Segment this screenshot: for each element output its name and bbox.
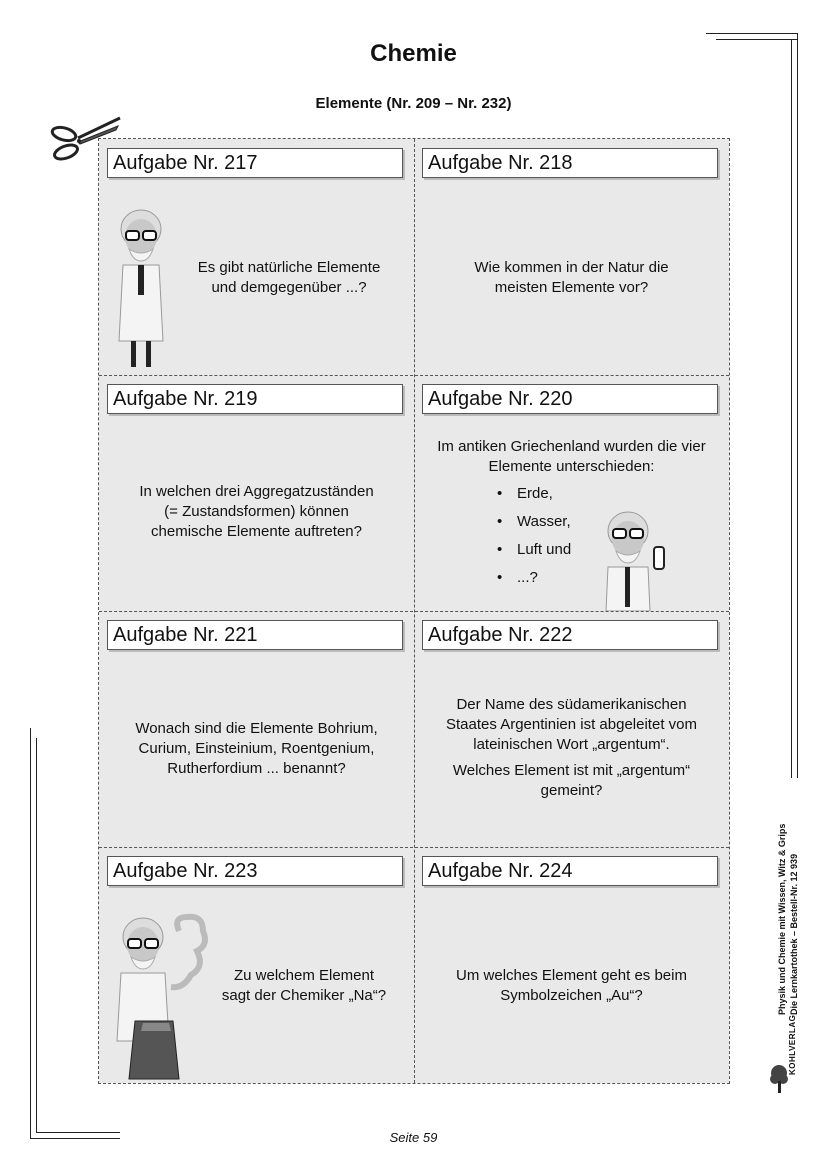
chemist-figure [600, 505, 670, 611]
question-line: Der Name des südamerikanischen [456, 696, 687, 713]
frame-bottom-left-v [30, 728, 31, 1138]
question-text [99, 719, 414, 779]
chemist-figure [113, 911, 213, 1081]
question-line: gemeint? [540, 782, 603, 799]
card-221 [99, 611, 414, 847]
card-label: Aufgabe Nr. 221 [107, 620, 403, 650]
question-line: Es gibt natürliche Elemente [197, 259, 381, 276]
frame-top-right-v [797, 33, 798, 778]
question-text [99, 482, 414, 542]
card-label: Aufgabe Nr. 217 [107, 148, 403, 178]
card-217 [99, 139, 414, 375]
page-title: Chemie [370, 40, 457, 67]
question-line: lateinischen Wort „argentum“. [473, 736, 670, 753]
card-label: Aufgabe Nr. 219 [107, 384, 403, 414]
question-line: Curium, Einsteinium, Roentgenium, [138, 740, 375, 757]
question-line: und demgegenüber ...? [211, 279, 367, 296]
publisher-sidebar [770, 805, 800, 1095]
card-label: Aufgabe Nr. 223 [107, 856, 403, 886]
chemist-figure [113, 203, 169, 369]
page-subtitle: Elemente (Nr. 209 – Nr. 232) [315, 95, 512, 112]
card-label: Aufgabe Nr. 218 [422, 148, 718, 178]
card-label: Aufgabe Nr. 222 [422, 620, 718, 650]
question-line: Elemente unterschieden: [488, 458, 655, 475]
question-line: In welchen drei Aggregatzuständen [139, 483, 374, 500]
tree-logo-icon [770, 1063, 788, 1095]
question-line: Welches Element ist mit „argentum“ [452, 762, 691, 779]
question-line: Wonach sind die Elemente Bohrium, [135, 720, 378, 737]
publisher-logo-text: KOHLVERLAG [788, 1014, 797, 1075]
question-line: (= Zustandsformen) können [164, 503, 349, 520]
question-line: Wie kommen in der Natur die [474, 259, 669, 276]
question-text [414, 437, 729, 477]
frame-top-right-v2 [791, 39, 792, 778]
order-info: Die Lernkartothek – Bestell-Nr. 12 939 [789, 853, 799, 1015]
question-line: Staates Argentinien ist abgeleitet vom [446, 716, 697, 733]
question-line: Symbolzeichen „Au“? [500, 987, 643, 1004]
card-label: Aufgabe Nr. 220 [422, 384, 718, 414]
page-number: Seite 59 [389, 1130, 438, 1145]
frame-bottom-left-v2 [36, 738, 37, 1132]
card-218 [414, 139, 729, 375]
question-line: Rutherfordium ... benannt? [167, 760, 346, 777]
series-title: Physik und Chemie mit Wissen, Witz & Grips [777, 823, 787, 1015]
question-text [414, 966, 729, 1006]
question-line: chemische Elemente auftreten? [151, 523, 362, 540]
question-line: Zu welchem Element [233, 967, 375, 984]
cut-line-horizontal [99, 847, 729, 848]
question-line: meisten Elemente vor? [494, 279, 649, 296]
card-219 [99, 375, 414, 611]
frame-top-right-h [706, 33, 798, 34]
question-text [414, 695, 729, 801]
question-text [414, 258, 729, 298]
card-label: Aufgabe Nr. 224 [422, 856, 718, 886]
question-line: Im antiken Griechenland wurden die vier [437, 438, 706, 455]
cut-line-horizontal [99, 375, 729, 376]
card-grid [98, 138, 730, 1084]
question-line: sagt der Chemiker „Na“? [221, 987, 387, 1004]
question-text [169, 258, 409, 298]
card-224 [414, 847, 729, 1083]
card-220: Aufgabe Nr. 220 Im antiken Griechenland wurden die vier Elemente unterschieden: • Erde, • Wasser, • Luft und • ...? [414, 375, 729, 611]
question-text [199, 966, 409, 1006]
card-223 [99, 847, 414, 1083]
cut-line-horizontal [99, 611, 729, 612]
card-222 [414, 611, 729, 847]
question-line: Um welches Element geht es beim [456, 967, 687, 984]
